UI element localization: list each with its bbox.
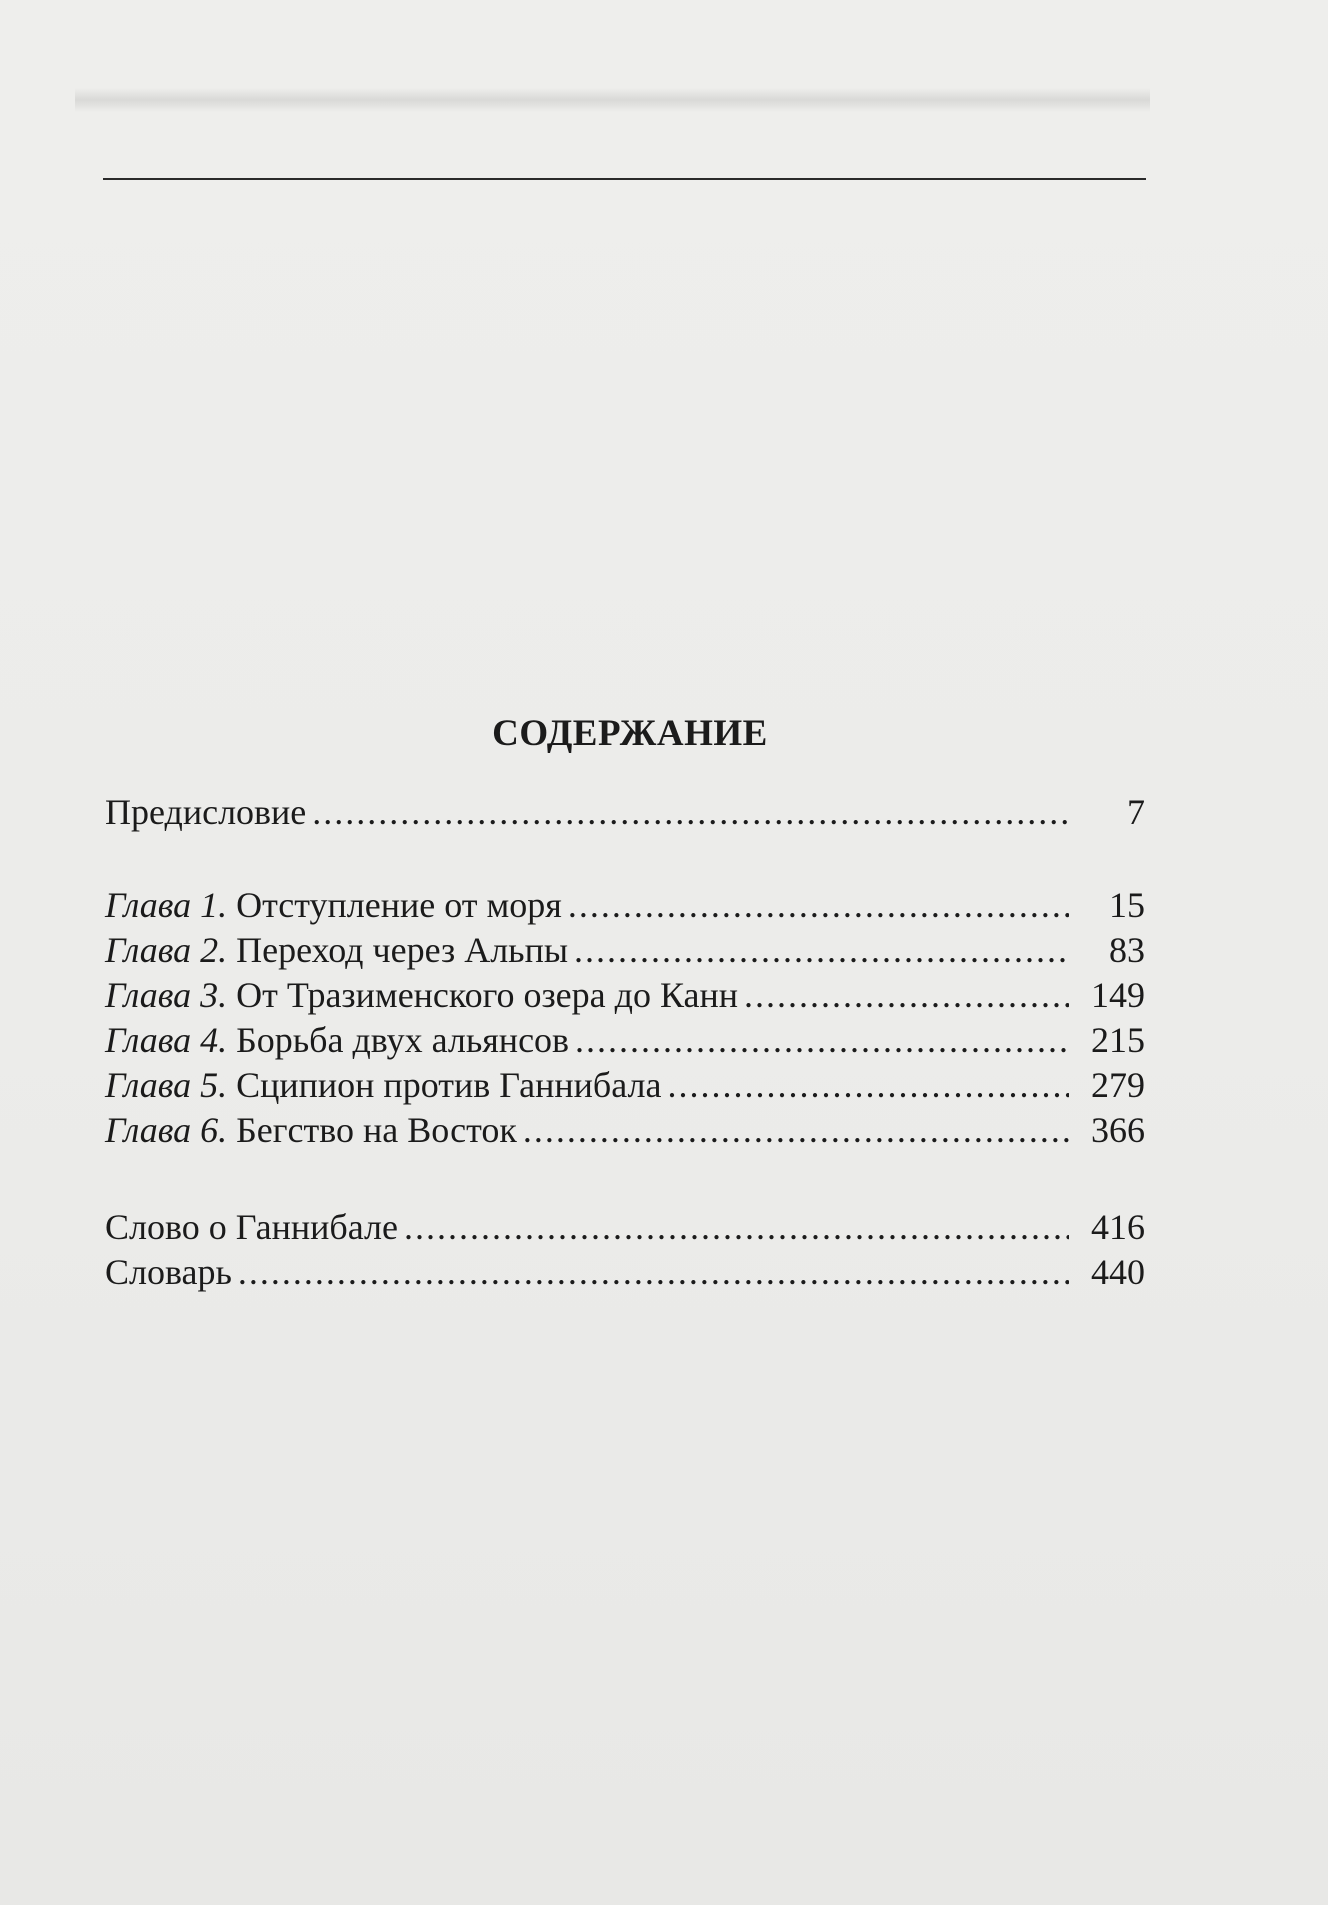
toc-entry-chapter-5 bbox=[105, 1063, 1145, 1108]
toc-entry-page: 366 bbox=[1091, 1110, 1145, 1150]
toc-gap bbox=[105, 1153, 1145, 1205]
toc-entry-page: 83 bbox=[1109, 930, 1145, 970]
header-rule bbox=[103, 178, 1146, 180]
toc-entry-glossary bbox=[105, 1250, 1145, 1295]
toc-chapter-prefix: Глава 4. bbox=[105, 1020, 228, 1060]
toc-entry-preface bbox=[105, 790, 1145, 835]
toc-leader-dots bbox=[238, 1250, 1069, 1295]
toc-entry-label: Слово о Ганнибале bbox=[105, 1207, 398, 1247]
toc-entry-page: 149 bbox=[1091, 975, 1145, 1015]
toc-chapter-prefix: Глава 3. bbox=[105, 975, 228, 1015]
toc-entry-label: Словарь bbox=[105, 1252, 232, 1292]
toc-entry-page: 440 bbox=[1091, 1252, 1145, 1292]
toc-entry-chapter-1 bbox=[105, 883, 1145, 928]
toc-gap bbox=[105, 835, 1145, 883]
toc-entry-label: Глава 6. Бегство на Восток bbox=[105, 1110, 517, 1150]
toc-entry-label: Глава 4. Борьба двух альянсов bbox=[105, 1020, 570, 1060]
toc-entry-label: Глава 1. Отступление от моря bbox=[105, 885, 562, 925]
toc-entry-page: 7 bbox=[1127, 792, 1145, 832]
toc-chapter-prefix: Глава 2. bbox=[105, 930, 228, 970]
toc-entry-label: Глава 3. От Тразименского озера до Канн bbox=[105, 975, 738, 1015]
toc-entry-label: Предисловие bbox=[105, 792, 307, 832]
toc-chapter-prefix: Глава 6. bbox=[105, 1110, 228, 1150]
toc-leader-dots bbox=[523, 1108, 1069, 1153]
toc-entry-page: 279 bbox=[1091, 1065, 1145, 1105]
toc-leader-dots bbox=[744, 973, 1069, 1018]
table-of-contents bbox=[105, 790, 1145, 1295]
toc-entry-page: 15 bbox=[1109, 885, 1145, 925]
toc-chapter-prefix: Глава 1. bbox=[105, 885, 228, 925]
page-edge-shadow bbox=[75, 88, 1150, 112]
toc-leader-dots bbox=[404, 1205, 1069, 1250]
toc-leader-dots bbox=[312, 790, 1069, 835]
toc-entry-chapter-3 bbox=[105, 973, 1145, 1018]
toc-leader-dots bbox=[667, 1063, 1069, 1108]
toc-entry-chapter-2 bbox=[105, 928, 1145, 973]
toc-chapter-prefix: Глава 5. bbox=[105, 1065, 228, 1105]
toc-entry-label: Глава 5. Сципион против Ганнибала bbox=[105, 1065, 662, 1105]
toc-entry-label: Глава 2. Переход через Альпы bbox=[105, 930, 569, 970]
toc-leader-dots bbox=[568, 883, 1069, 928]
contents-title: СОДЕРЖАНИЕ bbox=[492, 713, 768, 754]
toc-leader-dots bbox=[574, 928, 1069, 973]
toc-entry-chapter-6 bbox=[105, 1108, 1145, 1153]
toc-entry-page: 416 bbox=[1091, 1207, 1145, 1247]
toc-entry-page: 215 bbox=[1091, 1020, 1145, 1060]
toc-entry-chapter-4 bbox=[105, 1018, 1145, 1063]
toc-entry-afterword bbox=[105, 1205, 1145, 1250]
toc-leader-dots bbox=[575, 1018, 1069, 1063]
